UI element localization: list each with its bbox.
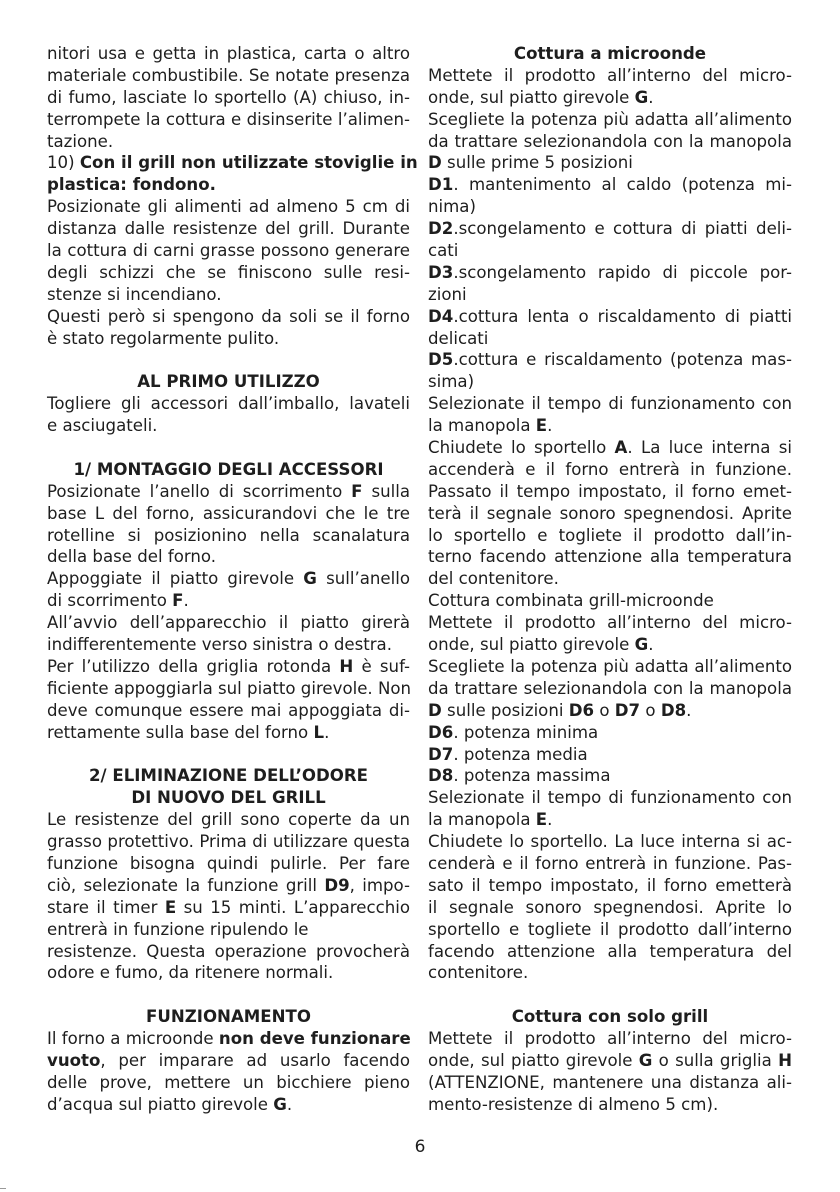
text-run: terno facendo attenzione alla temperatura (428, 547, 792, 567)
text-line (428, 831, 792, 853)
text-run: su 15 minti. L’apparecchio (176, 897, 410, 917)
bold-text: F (351, 481, 363, 501)
text-line (428, 371, 792, 393)
text-run: è suf- (353, 656, 411, 676)
text-run: . mantenimento al caldo (potenza mi- (453, 175, 792, 195)
text-line (428, 853, 792, 875)
text-run: Appoggiate il piatto girevole (47, 569, 304, 589)
text-line (428, 349, 792, 371)
text-run: . potenza minima (453, 722, 599, 742)
text-line (47, 87, 410, 109)
text-run: onde, sul piatto girevole (428, 1050, 639, 1070)
bold-text: Cottura con solo grill (511, 1007, 709, 1027)
text-run: grasso protettivo. Prima di utilizzare questa (47, 832, 410, 852)
text-run: resistenze. Questa operazione provocherà (47, 941, 410, 961)
text-line (47, 43, 410, 65)
crop-mark (0, 1188, 6, 1189)
bold-text: H (778, 1050, 792, 1070)
text-line (428, 962, 792, 984)
bold-text: plastica: fondono. (47, 175, 216, 195)
bold-text: G (638, 1050, 653, 1070)
text-line (47, 481, 410, 503)
text-line (47, 503, 410, 525)
text-line (428, 306, 792, 328)
text-line (428, 393, 792, 415)
text-line (47, 612, 410, 634)
bold-text: AL PRIMO UTILIZZO (137, 372, 320, 392)
text-run: stenze si incendiano. (47, 284, 222, 304)
text-run: odore e fumo, da ritenere normali. (47, 963, 334, 983)
text-run: Scegliete la potenza più adatta all’alimento (428, 656, 792, 676)
section-heading (428, 43, 792, 65)
text-run: .cottura e riscaldamento (potenza mas- (453, 350, 792, 370)
text-run: entrerà in funzione ripulendo le (47, 919, 309, 939)
text-line (47, 1072, 410, 1094)
text-line (428, 678, 792, 700)
text-run: onde, sul piatto girevole (428, 87, 635, 107)
text-run: indifferentemente verso sinistra o destra. (47, 635, 393, 655)
text-run: la cottura di carni grasse possono generare (47, 241, 410, 261)
text-run: . potenza massima (453, 766, 611, 786)
text-run: Per l’utilizzo della griglia rotonda (47, 656, 340, 676)
text-run: . (648, 87, 654, 107)
section-heading (428, 1006, 792, 1028)
bold-text: D8 (660, 700, 687, 720)
text-run: sima) (428, 372, 475, 392)
text-run: Scegliete la potenza più adatta all’alimento (428, 109, 792, 129)
left-column (47, 43, 418, 1116)
text-run: è stato regolarmente pulito. (47, 328, 280, 348)
bold-text: E (535, 810, 548, 830)
text-run: Chiudete lo sportello (428, 438, 615, 458)
text-line (428, 196, 792, 218)
text-line (428, 437, 792, 459)
text-run: Passato il tempo impostato, il forno emet- (428, 481, 792, 501)
text-run: Il forno a microonde (47, 1029, 219, 1049)
text-run: Mettete il prodotto all’interno del micro- (428, 1029, 792, 1049)
bold-text: D6 (568, 700, 595, 720)
text-run: distanza dalle resistenze del grill. Durante (47, 219, 410, 239)
text-line (428, 1094, 792, 1116)
bold-text: D9 (324, 875, 350, 895)
text-run: sulla (362, 481, 411, 501)
text-run: Mettete il prodotto all’interno del micro- (428, 65, 792, 85)
text-line (47, 919, 410, 941)
section-heading (47, 787, 410, 809)
text-line (47, 546, 410, 568)
text-line (428, 240, 792, 262)
bold-text: D6 (428, 722, 454, 742)
paragraph-gap (47, 349, 410, 371)
bold-text: DI NUOVO DEL GRILL (131, 788, 326, 808)
text-run: delle prove, mettere un bicchiere pieno (47, 1072, 410, 1092)
text-run: . (183, 591, 189, 611)
text-line (428, 787, 792, 809)
bold-text: G (303, 569, 317, 589)
text-run: Cottura combinata grill-microonde (428, 591, 714, 611)
text-run: .scongelamento e cottura di piatti deli- (453, 219, 792, 239)
text-line (428, 546, 792, 568)
text-line (47, 218, 410, 240)
bold-text: 1/ MONTAGGIO DEGLI ACCESSORI (73, 459, 384, 479)
text-line (428, 284, 792, 306)
text-line (428, 700, 792, 722)
text-line (428, 568, 792, 590)
text-run: la manopola (428, 810, 536, 830)
text-line (428, 174, 792, 196)
text-line (428, 941, 792, 963)
text-line (428, 809, 792, 831)
section-heading (47, 1006, 410, 1028)
text-run: Togliere gli accessori dall’imballo, lavateli (47, 394, 410, 414)
text-line (47, 656, 410, 678)
text-run: sulle prime 5 posizioni (441, 153, 633, 173)
text-run: 10) (47, 153, 80, 173)
bold-text: G (273, 1094, 287, 1114)
text-run: d’acqua sul piatto girevole (47, 1094, 274, 1114)
text-line (428, 503, 792, 525)
text-line (428, 1050, 792, 1072)
text-run: o (640, 700, 661, 720)
text-line (47, 1028, 410, 1050)
text-run: Mettete il prodotto all’interno del micro- (428, 613, 792, 633)
bold-text: A (614, 438, 628, 458)
text-line (47, 700, 410, 722)
text-line (47, 109, 410, 131)
text-run: ciò, selezionate la funzione grill (47, 875, 325, 895)
section-heading (47, 765, 410, 787)
text-line (428, 744, 792, 766)
text-run: ficiente appoggiarla sul piatto girevole. Non (47, 678, 412, 698)
text-line (47, 525, 410, 547)
bold-text: non deve funzionare (218, 1029, 411, 1049)
text-run: facendo attenzione alla temperatura del (428, 941, 792, 961)
text-line (47, 897, 410, 919)
text-run: del contenitore. (428, 569, 559, 589)
text-line (428, 218, 792, 240)
text-line (47, 809, 410, 831)
text-run: . La luce interna si (627, 438, 792, 458)
text-line (428, 328, 792, 350)
text-line (428, 656, 792, 678)
text-run: .scongelamento rapido di piccole por- (453, 262, 792, 282)
text-line (47, 415, 410, 437)
text-line (428, 897, 792, 919)
text-run: sull’anello (316, 569, 411, 589)
text-line (428, 152, 792, 174)
text-line (47, 853, 410, 875)
text-line (47, 831, 410, 853)
text-line (428, 525, 792, 547)
text-run: o (594, 700, 615, 720)
text-line (428, 634, 792, 656)
text-line (428, 1028, 792, 1050)
text-line (428, 415, 792, 437)
text-run: zioni (428, 284, 467, 304)
bold-text: FUNZIONAMENTO (146, 1007, 311, 1027)
bold-text: L (313, 722, 325, 742)
text-run: rotelline si posizionino nella scanalatura (47, 525, 410, 545)
text-line (428, 612, 792, 634)
section-heading (47, 371, 410, 393)
text-run: . potenza media (453, 744, 588, 764)
bold-text: D5 (428, 350, 454, 370)
text-run: . (286, 1094, 293, 1114)
text-line (428, 722, 792, 744)
text-line (47, 962, 410, 984)
text-run: cenderà e il forno entrerà in funzione. Pas- (428, 853, 792, 873)
text-run: o sulla griglia (652, 1050, 779, 1070)
bold-text: E (164, 897, 177, 917)
text-run: . (648, 635, 654, 655)
bold-text: 2/ ELIMINAZIONE DELL’ODORE (88, 766, 369, 786)
bold-text: vuoto (47, 1050, 101, 1070)
text-run: la manopola (428, 416, 536, 436)
text-run: rettamente sulla base del forno (47, 722, 314, 742)
text-run: materiale combustibile. Se notate presenza (47, 65, 410, 85)
text-line (428, 262, 792, 284)
text-line (47, 1094, 410, 1116)
bold-text: H (339, 656, 354, 676)
text-line (47, 722, 410, 744)
text-run: .cottura lenta o riscaldamento di piatti (453, 306, 792, 326)
text-run: nima) (428, 197, 476, 217)
text-run: di fumo, lasciate lo sportello (A) chiuso, in- (47, 87, 410, 107)
text-run: della base del forno. (47, 547, 217, 567)
text-run: sulle posizioni (441, 700, 569, 720)
bold-text: D2 (428, 219, 454, 239)
text-run: tazione. (47, 131, 114, 151)
paragraph-gap (47, 744, 410, 766)
text-run: funzione bisogna quindi pulirle. Per fare (47, 853, 410, 873)
right-column (428, 43, 792, 1116)
text-run: terà il segnale sonoro spegnendosi. Aprite (428, 503, 792, 523)
bold-text: D4 (428, 306, 454, 326)
text-run: (ATTENZIONE, mantenere una distanza ali- (428, 1072, 792, 1092)
bold-text: D7 (614, 700, 641, 720)
text-run: nitori usa e getta in plastica, carta o altro (47, 44, 410, 63)
text-line (428, 765, 792, 787)
text-line (47, 131, 410, 153)
text-line (428, 875, 792, 897)
text-run: deve comunque essere mai appoggiata di- (47, 700, 410, 720)
section-heading (47, 459, 410, 481)
text-run: degli schizzi che se finiscono sulle resi- (47, 262, 410, 282)
text-line (47, 306, 410, 328)
text-line (428, 109, 792, 131)
text-run: All’avvio dell’apparecchio il piatto girerà (47, 613, 410, 633)
bold-text: F (172, 591, 184, 611)
text-run: da trattare selezionandola con la manopola (428, 678, 792, 698)
text-line (428, 590, 792, 612)
text-line (47, 393, 410, 415)
text-run: mento-resistenze di almeno 5 cm). (428, 1094, 719, 1114)
text-line (47, 1050, 410, 1072)
bold-text: G (634, 635, 649, 655)
bold-text: E (535, 416, 548, 436)
text-run: . (324, 722, 330, 742)
text-line (428, 87, 792, 109)
bold-text: Cottura a microonde (513, 44, 707, 63)
bold-text: D1 (428, 175, 454, 195)
bold-text: D8 (428, 766, 454, 786)
text-run: e asciugateli. (47, 416, 158, 436)
text-line (47, 678, 410, 700)
text-run: contenitore. (428, 963, 529, 983)
text-line (47, 240, 410, 262)
text-line (47, 875, 410, 897)
text-run: Le resistenze del grill sono coperte da un (47, 810, 410, 830)
paragraph-gap (47, 984, 410, 1006)
bold-text: D7 (428, 744, 454, 764)
text-run: Selezionate il tempo di funzionamento con (428, 394, 792, 414)
text-run: di scorrimento (47, 591, 173, 611)
page-number: 6 (414, 1137, 426, 1157)
text-run: stare il timer (47, 897, 165, 917)
text-run: base L del forno, assicurandovi che le tre (47, 503, 410, 523)
text-run: . (547, 416, 553, 436)
text-run: Chiudete lo sportello. La luce interna si ac- (428, 832, 792, 852)
text-run: Selezionate il tempo di funzionamento con (428, 788, 792, 808)
text-run: lo sportello e togliete il prodotto dall’in- (428, 525, 792, 545)
text-line (47, 590, 410, 612)
bold-text: D (428, 153, 442, 173)
text-run: da trattare selezionandola con la manopola (428, 131, 792, 151)
bold-text: G (634, 87, 649, 107)
text-run: onde, sul piatto girevole (428, 635, 635, 655)
text-run: sportello e togliete il prodotto dall’interno (428, 919, 792, 939)
bold-text: D (428, 700, 442, 720)
text-line (47, 174, 410, 196)
text-line (428, 459, 792, 481)
text-run: Questi però si spengono da soli se il forno (47, 306, 410, 326)
text-line (47, 941, 410, 963)
text-line (47, 262, 410, 284)
text-line (47, 152, 418, 174)
text-run: . (547, 810, 553, 830)
paragraph-gap (428, 984, 792, 1006)
text-line (47, 634, 410, 656)
text-line (47, 568, 410, 590)
text-run: sato il tempo impostato, il forno emetterà (428, 875, 792, 895)
text-line (428, 481, 792, 503)
text-run: cati (428, 241, 459, 261)
text-run: , per imparare ad usarlo facendo (100, 1050, 410, 1070)
text-line (428, 1072, 792, 1094)
bold-text: D3 (428, 262, 454, 282)
text-line (47, 65, 410, 87)
paragraph-gap (47, 437, 410, 459)
bold-text: Con il grill non utilizzate stoviglie in (79, 153, 418, 173)
text-line (428, 919, 792, 941)
text-line (47, 196, 410, 218)
text-run: . (686, 700, 692, 720)
text-run: accenderà e il forno entrerà in funzione. (428, 459, 792, 479)
text-line (47, 328, 410, 350)
text-run: terrompete la cottura e disinserite l’alimen- (47, 109, 410, 129)
text-run: , impo- (349, 875, 411, 895)
text-run: Posizionate gli alimenti ad almeno 5 cm di (47, 197, 410, 217)
text-line (428, 65, 792, 87)
text-run: Posizionate l’anello di scorrimento (47, 481, 352, 501)
text-line (428, 131, 792, 153)
text-line (47, 284, 410, 306)
text-run: il segnale sonoro spegnendosi. Aprite lo (428, 897, 792, 917)
text-run: delicati (428, 328, 489, 348)
